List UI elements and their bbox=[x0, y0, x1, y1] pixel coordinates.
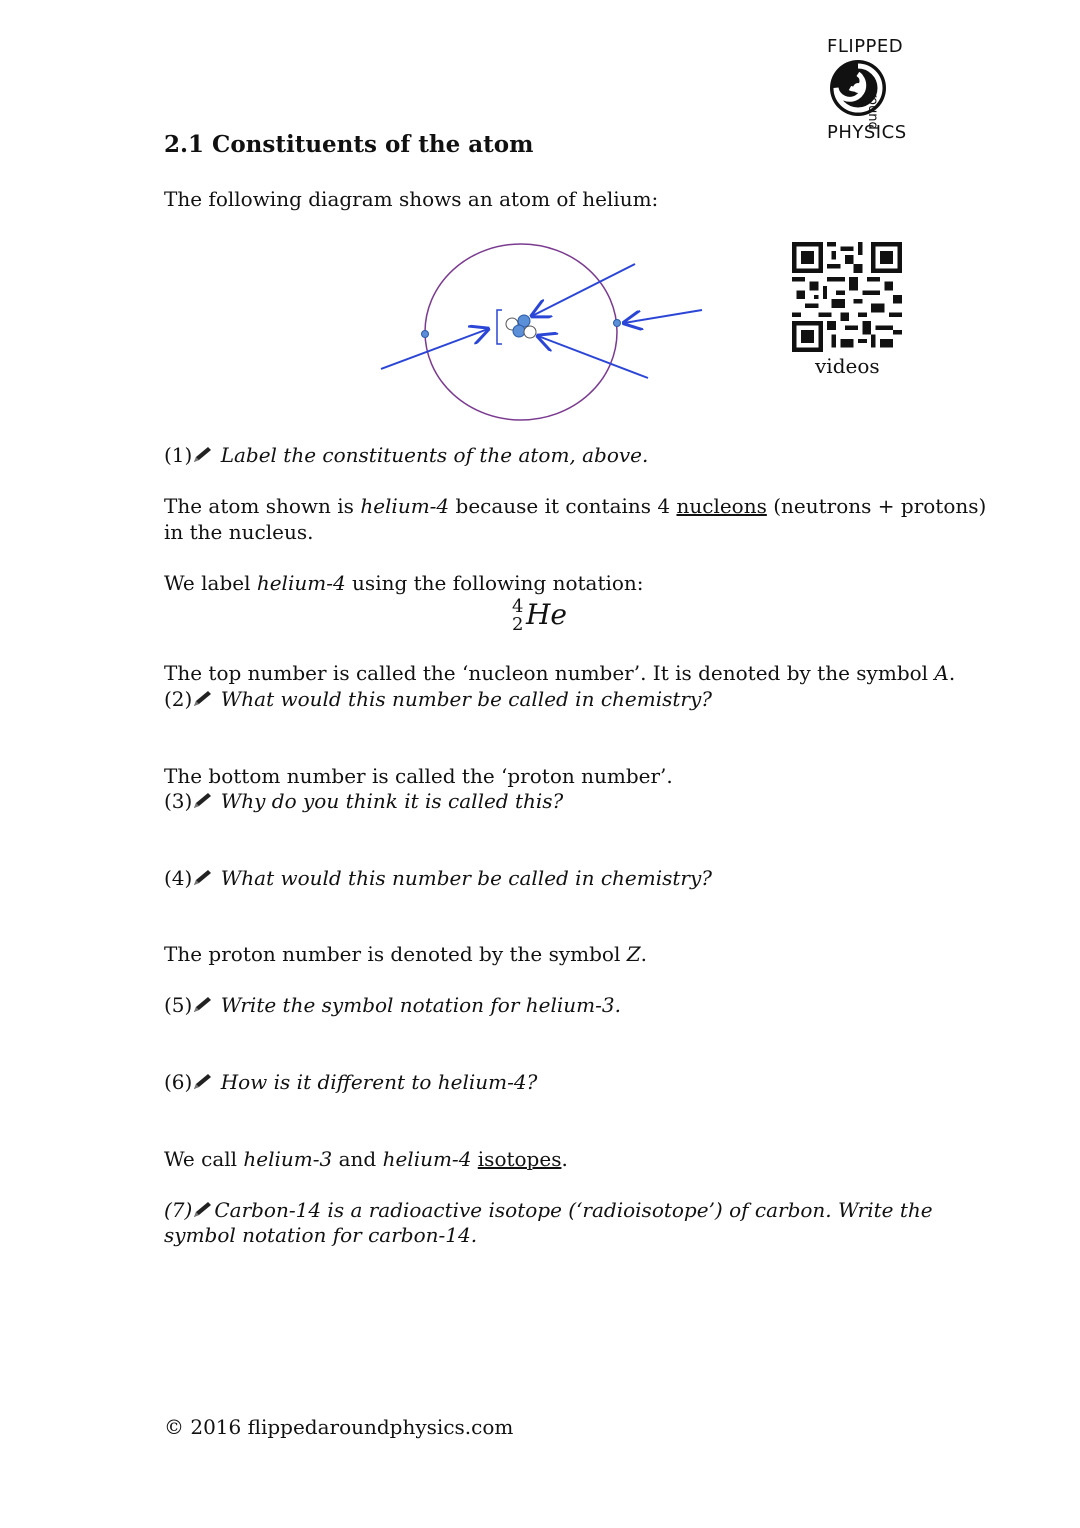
atomic-number: 2 bbox=[512, 614, 524, 635]
question-text: How is it different to helium-4? bbox=[220, 1070, 538, 1094]
text-run: isotopes bbox=[477, 1147, 562, 1171]
text-run: and bbox=[332, 1147, 383, 1171]
electron-right bbox=[614, 320, 621, 327]
text-run: (neutrons + protons) bbox=[766, 494, 987, 518]
footer-copyright: © 2016 flippedaroundphysics.com bbox=[164, 1415, 514, 1439]
text-run: helium-4 bbox=[360, 494, 450, 518]
electron-left bbox=[422, 331, 429, 338]
text-run: using the following notation: bbox=[345, 571, 644, 595]
question-3 bbox=[164, 788, 563, 814]
text-run: helium-3 bbox=[243, 1147, 333, 1171]
nuclide-symbol bbox=[512, 596, 582, 640]
qr-label: videos bbox=[815, 354, 880, 378]
question-text: What would this number be called in chemistry? bbox=[220, 866, 712, 890]
pencil-icon bbox=[192, 996, 214, 1014]
question-number: (6) bbox=[164, 1070, 193, 1094]
text-run: The top number is called the ‘nucleon number’. It is denoted by the symbol bbox=[164, 661, 935, 685]
question-number: (5) bbox=[164, 993, 193, 1017]
proton-paragraph bbox=[164, 941, 647, 967]
text-run: helium-4 bbox=[256, 571, 346, 595]
text-run: We label bbox=[164, 571, 257, 595]
text-run: A bbox=[934, 661, 949, 685]
notation-paragraph bbox=[164, 570, 644, 596]
logo-top-text: FLIPPED bbox=[827, 36, 904, 57]
arrow-nucleus-bottom bbox=[538, 336, 648, 378]
helium-paragraph-line2: in the nucleus. bbox=[164, 520, 314, 544]
question-number: (3) bbox=[164, 789, 193, 813]
question-text: Why do you think it is called this? bbox=[220, 789, 564, 813]
text-run: nucleons bbox=[676, 494, 767, 518]
pencil-icon bbox=[192, 1201, 214, 1219]
question-number: (2) bbox=[164, 687, 193, 711]
helium-atom-diagram bbox=[372, 238, 712, 428]
logo-bottom-text: PHYSICS bbox=[827, 122, 907, 143]
proton bbox=[513, 325, 525, 337]
question-5 bbox=[164, 992, 621, 1018]
text-run: . bbox=[948, 661, 956, 685]
intro-text: The following diagram shows an atom of helium: bbox=[164, 187, 659, 211]
pencil-icon bbox=[192, 1073, 214, 1091]
qr-code-icon[interactable] bbox=[792, 242, 902, 352]
question-7 bbox=[164, 1197, 933, 1223]
text-run: We call bbox=[164, 1147, 244, 1171]
text-run: Z bbox=[626, 942, 641, 966]
helium-paragraph bbox=[164, 493, 986, 519]
question-6 bbox=[164, 1069, 537, 1095]
question-text: Write the symbol notation for helium-3. bbox=[220, 993, 621, 1017]
pencil-icon bbox=[192, 792, 214, 810]
text-run: The atom shown is bbox=[164, 494, 361, 518]
question-number: (7) bbox=[164, 1198, 193, 1222]
question-number: (1) bbox=[164, 443, 193, 467]
arrow-nucleus-top bbox=[532, 264, 635, 316]
text-run: . bbox=[561, 1147, 568, 1171]
pencil-icon bbox=[192, 690, 214, 708]
text-run: because it contains 4 bbox=[449, 494, 677, 518]
element-symbol: He bbox=[526, 598, 567, 631]
question-number: (4) bbox=[164, 866, 193, 890]
pencil-icon bbox=[192, 869, 214, 887]
logo-side-text: around bbox=[865, 84, 880, 130]
nucleus-bracket bbox=[497, 310, 502, 344]
question-2 bbox=[164, 686, 712, 712]
isotopes-paragraph bbox=[164, 1146, 568, 1172]
page-title: 2.1 Constituents of the atom bbox=[164, 131, 534, 158]
neutron bbox=[524, 326, 536, 338]
pencil-icon bbox=[192, 446, 214, 464]
logo bbox=[818, 36, 918, 146]
question-7-line2: symbol notation for carbon-14. bbox=[164, 1223, 478, 1247]
text-run: The proton number is denoted by the symbol bbox=[164, 942, 627, 966]
question-1 bbox=[164, 442, 648, 468]
arrow-nucleus-left bbox=[381, 329, 488, 369]
mass-number: 4 bbox=[512, 596, 524, 617]
bottom-number-paragraph: The bottom number is called the ‘proton number’. bbox=[164, 764, 673, 788]
text-run: helium-4 bbox=[382, 1147, 472, 1171]
question-text: Carbon-14 is a radioactive isotope (‘radioisotope’) of carbon. Write the bbox=[214, 1198, 933, 1222]
top-number-paragraph bbox=[164, 660, 955, 686]
question-4 bbox=[164, 865, 712, 891]
arrow-electron-right bbox=[624, 310, 702, 323]
question-text: What would this number be called in chemistry? bbox=[220, 687, 712, 711]
text-run: . bbox=[640, 942, 647, 966]
question-text: Label the constituents of the atom, above. bbox=[220, 443, 649, 467]
